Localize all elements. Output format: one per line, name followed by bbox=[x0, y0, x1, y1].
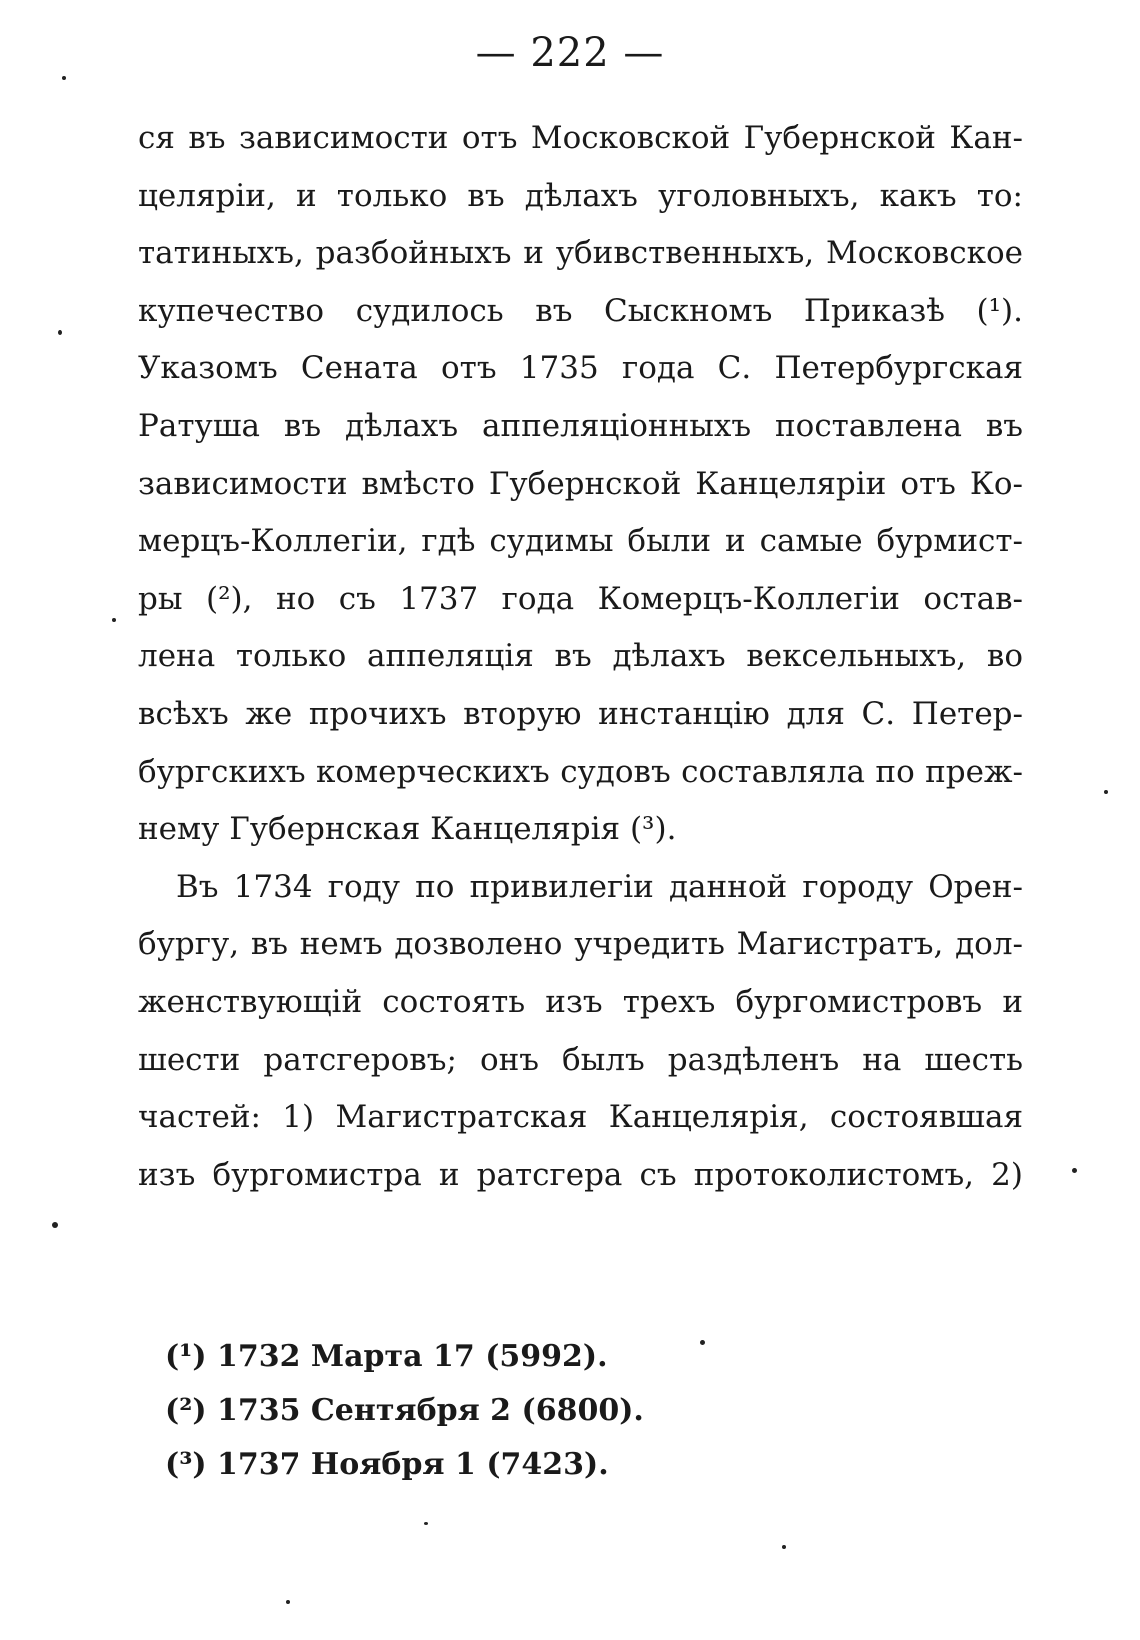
scan-speck bbox=[286, 1600, 290, 1604]
text-line: целяріи, и только въ дѣлахъ уголовныхъ, какъ то: bbox=[138, 177, 1023, 214]
footnote: (²) 1735 Сентября 2 (6800). bbox=[165, 1393, 644, 1428]
text-line: ся въ зависимости отъ Московской Губернской Кан- bbox=[138, 120, 1023, 156]
scan-speck bbox=[1104, 790, 1108, 794]
page-number: — 222 — bbox=[475, 30, 665, 76]
text-line: нему Губернская Канцелярія (³). bbox=[138, 811, 677, 848]
scan-speck bbox=[58, 330, 62, 335]
scan-speck bbox=[700, 1340, 705, 1345]
scan-speck bbox=[52, 1222, 58, 1228]
text-line: ры (²), но съ 1737 года Комерцъ-Коллегіи остав- bbox=[138, 580, 1023, 617]
footnote: (³) 1737 Ноября 1 (7423). bbox=[165, 1447, 609, 1482]
text-line: всѣхъ же прочихъ вторую инстанцію для С. Петер- bbox=[138, 695, 1023, 732]
text-line: Указомъ Сената отъ 1735 года С. Петербургская bbox=[138, 350, 1023, 387]
text-line: татиныхъ, разбойныхъ и убивственныхъ, Московское bbox=[138, 235, 1023, 272]
text-line: частей: 1) Магистратская Канцелярія, состоявшая bbox=[138, 1099, 1023, 1136]
text-line: бургу, въ немъ дозволено учредить Магистратъ, дол- bbox=[138, 926, 1023, 963]
text-line: Ратуша въ дѣлахъ аппеляціонныхъ поставлена въ bbox=[138, 407, 1023, 444]
scan-speck bbox=[112, 618, 116, 622]
paragraph-start-line: Въ 1734 году по привилегіи данной городу Орен- bbox=[176, 868, 1023, 905]
body-text bbox=[138, 110, 1023, 1204]
text-line: шести ратсгеровъ; онъ былъ раздѣленъ на шесть bbox=[138, 1041, 1023, 1078]
text-line: изъ бургомистра и ратсгера съ протоколистомъ, 2) bbox=[138, 1156, 1023, 1193]
text-line: лена только аппеляція въ дѣлахъ вексельныхъ, во bbox=[138, 638, 1023, 675]
text-line: зависимости вмѣсто Губернской Канцеляріи отъ Ко- bbox=[138, 465, 1023, 502]
scan-speck bbox=[782, 1545, 786, 1549]
footnotes bbox=[165, 1330, 865, 1492]
scan-speck bbox=[1072, 1168, 1077, 1173]
text-line: женствующій состоять изъ трехъ бургомистровъ и bbox=[138, 983, 1023, 1020]
footnote: (¹) 1732 Марта 17 (5992). bbox=[165, 1339, 608, 1374]
text-line: купечество судилось въ Сыскномъ Приказѣ (¹). bbox=[138, 292, 1023, 329]
text-line: мерцъ-Коллегіи, гдѣ судимы были и самые бурмист- bbox=[138, 523, 1023, 560]
scan-speck bbox=[424, 1522, 428, 1525]
text-line: бургскихъ комерческихъ судовъ составляла по преж- bbox=[138, 753, 1023, 790]
scan-speck bbox=[62, 76, 66, 80]
